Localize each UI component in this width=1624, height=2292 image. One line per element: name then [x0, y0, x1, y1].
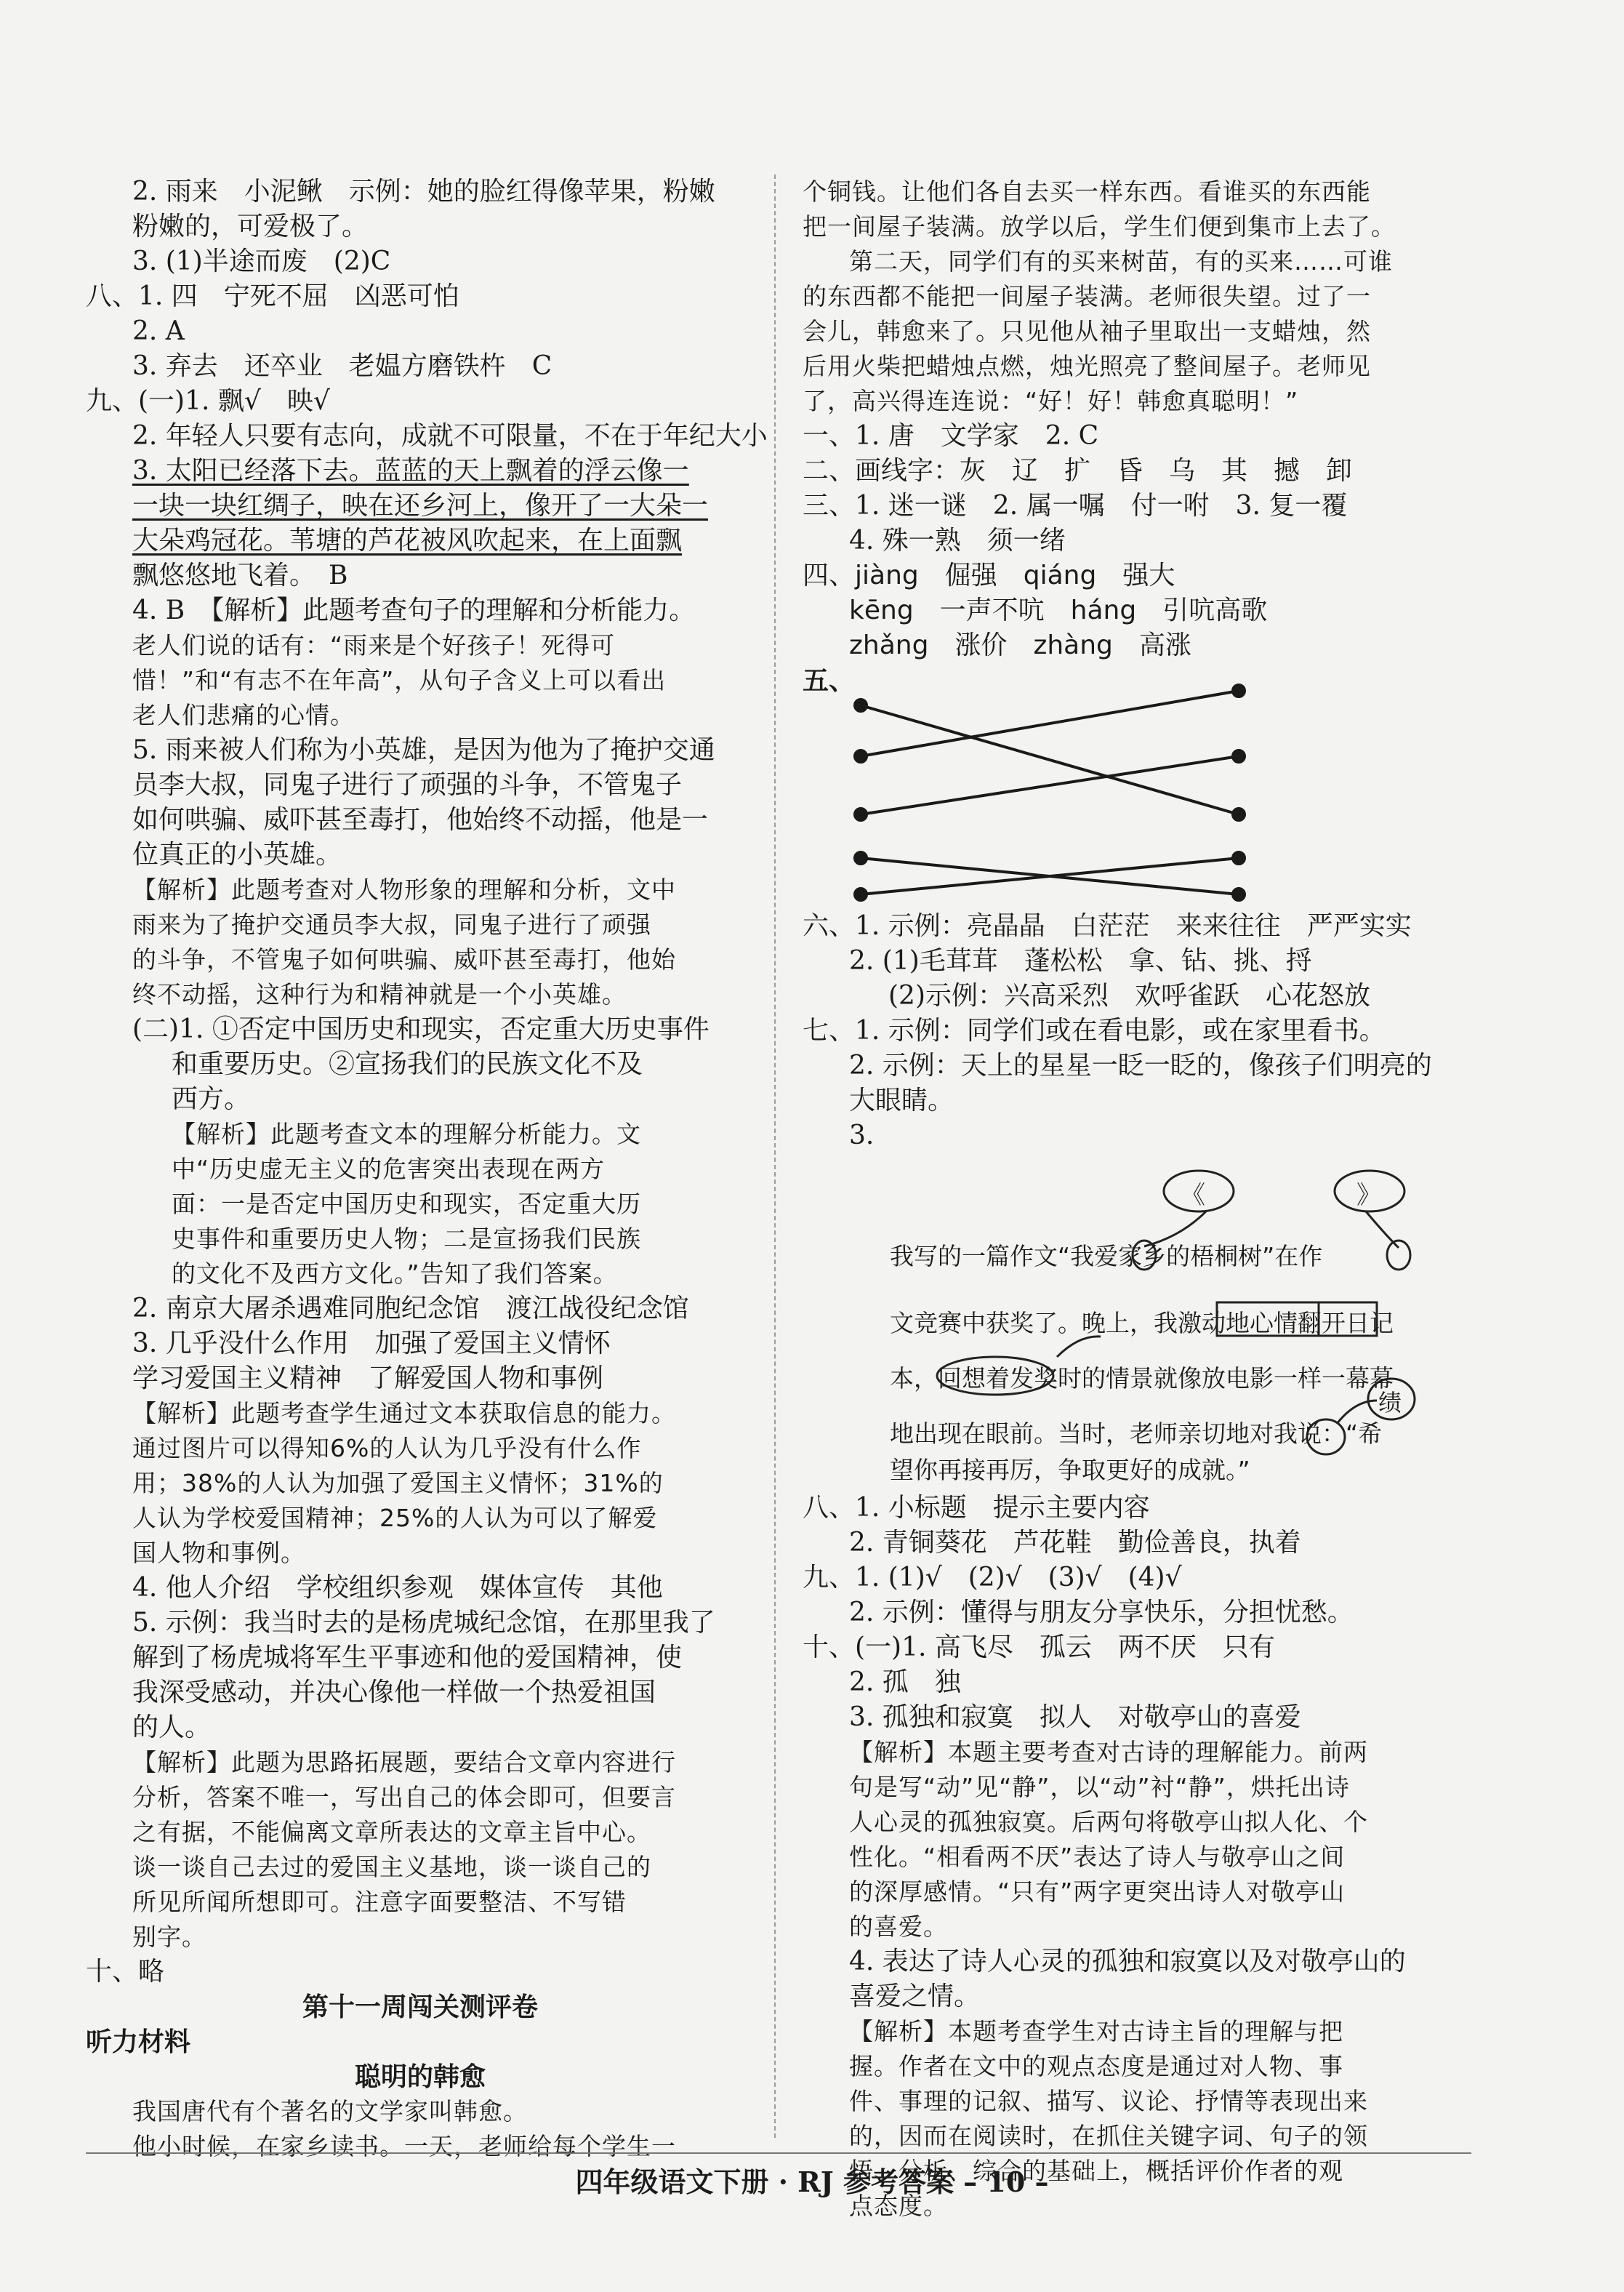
match-dot [855, 700, 867, 711]
match-dot [855, 852, 867, 864]
left-line: 别字。 [132, 1923, 206, 1951]
right-bottom-line: 性化。“相看两不厌”表达了诗人与敬亭山之间 [849, 1843, 1346, 1871]
left-line: 3. (1)半途而废 (2)C [132, 247, 391, 276]
proof-mark-close: 》 [1356, 1181, 1381, 1210]
left-line: 用；38%的人认为加强了爱国主义情怀；31%的 [132, 1469, 664, 1497]
left-line: 分析，答案不唯一，写出自己的体会即可，但要言 [132, 1783, 676, 1811]
left-line: 八、1. 四 宁死不屈 凶恶可怕 [86, 281, 459, 311]
left-line: 第十一周闯关测评卷 [302, 1992, 538, 2022]
right-bottom-line: 【解析】本题主要考查对古诗的理解能力。前两 [849, 1738, 1368, 1766]
right-bottom-line: 4. 表达了诗人心灵的孤独和寂寞以及对敬亭山的 [849, 1947, 1406, 1976]
left-line: 的人。 [132, 1712, 212, 1742]
match-dot [1233, 750, 1245, 762]
right-column [803, 175, 1471, 2224]
proof-correction-char: 绩 [1378, 1389, 1402, 1417]
left-column [86, 175, 768, 2164]
left-line: 5. 示例：我当时去的是杨虎城纪念馆，在那里我了 [132, 1608, 715, 1638]
right-bottom-line: 十、(一)1. 高飞尽 孤云 两不厌 只有 [803, 1632, 1275, 1662]
essay-line-3: 本，回想着发奖时的情景就像放电影一样一幕幕 [890, 1364, 1394, 1393]
right-mid-line: 2. 示例：天上的星星一眨一眨的，像孩子们明亮的 [849, 1051, 1432, 1081]
section-five-label: 五、 [803, 665, 856, 696]
right-bottom-line: 句是写“动”见“静”，以“动”衬“静”，烘托出诗 [849, 1773, 1350, 1801]
left-line: 西方。 [172, 1084, 251, 1114]
right-mid-block [803, 909, 1471, 1153]
right-top-line: 的东西都不能把一间屋子装满。老师很失望。过了一 [803, 282, 1371, 310]
right-bottom-line: 件、事理的记叙、描写、议论、抒情等表现出来 [849, 2087, 1368, 2115]
left-line: 通过图片可以得知6%的人认为几乎没有什么作 [132, 1434, 642, 1462]
right-bottom-line: 喜爱之情。 [849, 1982, 981, 2011]
essay-line-2: 文竞赛中获奖了。晚上，我激动地心情翻开日记 [890, 1309, 1394, 1337]
right-top-line: 二、画线字：灰 辽 扩 昏 乌 其 撼 卸 [803, 456, 1353, 486]
right-bottom-line: 的喜爱。 [849, 1912, 948, 1941]
left-line: 学习爱国主义精神 了解爱国人物和事例 [132, 1363, 604, 1393]
left-line: 听力材料 [86, 2027, 191, 2057]
right-mid-line: 大眼睛。 [849, 1086, 954, 1115]
left-line: 飘悠悠地飞着。 B [132, 561, 348, 590]
right-top-line: 第二天，同学们有的买来树苗，有的买来……可谁 [849, 247, 1393, 276]
essay-line-5: 望你再接再厉，争取更好的成就。” [890, 1456, 1250, 1484]
left-line: 我国唐代有个著名的文学家叫韩愈。 [132, 2097, 528, 2125]
left-line: 所见所闻所想即可。注意字面要整洁、不写错 [132, 1888, 627, 1916]
right-bottom-line: 的，因而在阅读时，在抓住关键字词、句子的领 [849, 2122, 1368, 2150]
left-line: 十、略 [86, 1957, 165, 1987]
left-line: 粉嫩的，可爱极了。 [132, 212, 369, 241]
right-top-line: 把一间屋子装满。放学以后，学生们便到集市上去了。 [803, 212, 1396, 241]
left-line: 老人们说的话有：“雨来是个好孩子！死得可 [132, 631, 616, 660]
left-line: 我深受感动，并决心像他一样做一个热爱祖国 [132, 1678, 656, 1707]
left-line: 3. 太阳已经落下去。蓝蓝的天上飘着的浮云像一 [132, 456, 689, 486]
left-line: 5. 雨来被人们称为小英雄，是因为他为了掩护交通 [132, 735, 715, 765]
left-line: 人认为学校爱国精神；25%的人认为可以了解爱 [132, 1504, 658, 1532]
left-line: 4. 他人介绍 学校组织参观 媒体宣传 其他 [132, 1573, 663, 1603]
right-top-line: 会儿，韩愈来了。只见他从袖子里取出一支蜡烛，然 [803, 317, 1371, 345]
left-line: 位真正的小英雄。 [132, 840, 342, 870]
left-line: 雨来为了掩护交通员李大叔，同鬼子进行了顽强 [132, 910, 651, 939]
right-top-line: kēng 一声不吭 háng 引吭高歌 [849, 596, 1268, 625]
left-line: 和重要历史。②宣扬我们的民族文化不及 [172, 1049, 643, 1079]
right-bottom-line: 2. 示例：懂得与朋友分享快乐，分担忧愁。 [849, 1598, 1354, 1627]
footer-rule [86, 2152, 1471, 2154]
left-line: 国人物和事例。 [132, 1539, 305, 1567]
left-line: 4. B 【解析】此题考查句子的理解和分析能力。 [132, 596, 696, 625]
left-line: 史事件和重要历史人物；二是宣扬我们民族 [172, 1225, 641, 1253]
left-line: 解到了杨虎城将军生平事迹和他的爱国精神，使 [132, 1643, 683, 1672]
right-mid-line: 2. (1)毛茸茸 蓬松松 拿、钻、挑、捋 [849, 946, 1312, 976]
right-top-line: 4. 殊一熟 须一绪 [849, 526, 1066, 556]
matching-lines-diagram [832, 669, 1340, 909]
left-line: 【解析】此题考查学生通过文本获取信息的能力。 [132, 1399, 676, 1427]
left-line: (二)1. ①否定中国历史和现实，否定重大历史事件 [132, 1014, 710, 1044]
left-line: 【解析】此题考查对人物形象的理解和分析，文中 [132, 875, 676, 904]
right-bottom-line: 人心灵的孤独寂寞。后两句将敬亭山拟人化、个 [849, 1808, 1368, 1836]
right-bottom-line: 2. 孤 独 [849, 1667, 961, 1697]
left-line: 中“历史虚无主义的危害突出表现在两方 [172, 1155, 606, 1183]
left-line: 面：一是否定中国历史和现实，否定重大历 [172, 1190, 641, 1218]
right-bottom-line: 点态度。 [849, 2192, 948, 2220]
left-line: 2. 南京大屠杀遇难同胞纪念馆 渡江战役纪念馆 [132, 1294, 689, 1323]
right-bottom-line: 2. 青铜葵花 芦花鞋 勤俭善良，执着 [849, 1528, 1301, 1558]
right-top-line: zhǎng 涨价 zhàng 高涨 [849, 630, 1191, 660]
right-top-line: 四、jiàng 倔强 qiáng 强大 [803, 561, 1175, 590]
column-divider [774, 175, 776, 2138]
right-mid-line: 3. [849, 1121, 875, 1150]
left-line: 他小时候，在家乡读书。一天，老师给每个学生一 [132, 2132, 676, 2160]
right-bottom-line: 的深厚感情。“只有”两字更突出诗人对敬亭山 [849, 1878, 1346, 1906]
right-top-line: 三、1. 迷一谜 2. 属一嘱 付一咐 3. 复一覆 [803, 491, 1348, 521]
right-top-line: 个铜钱。让他们各自去买一样东西。看谁买的东西能 [803, 177, 1371, 206]
left-line: 聪明的韩愈 [354, 2061, 486, 2092]
left-line: 大朵鸡冠花。苇塘的芦花被风吹起来，在上面飘 [132, 526, 683, 556]
right-top-line: 后用火柴把蜡烛点燃，烛光照亮了整间屋子。老师见 [803, 352, 1371, 380]
left-line: 老人们悲痛的心情。 [132, 701, 355, 729]
left-line: 终不动摇，这种行为和精神就是一个小英雄。 [132, 980, 627, 1009]
left-line: 3. 几乎没什么作用 加强了爱国主义情怀 [132, 1329, 611, 1358]
match-dot [855, 750, 867, 762]
match-dot [855, 889, 867, 900]
match-dot [1233, 852, 1245, 864]
left-line: 的文化不及西方文化。”告知了我们答案。 [172, 1259, 618, 1288]
page-footer: 四年级语文下册 · RJ 参考答案 – 10 – [575, 2165, 1049, 2198]
right-top-line: 一、1. 唐 文学家 2. C [803, 421, 1099, 451]
left-line: 惜！”和“有志不在年高”，从句子含义上可以看出 [132, 666, 667, 694]
right-mid-line: 七、1. 示例：同学们或在看电影，或在家里看书。 [803, 1016, 1386, 1046]
left-line: 一块一块红绸子，映在还乡河上，像开了一大朵一 [132, 491, 709, 521]
proof-mark-open: 《 [1181, 1181, 1205, 1210]
right-bottom-line: 握。作者在文中的观点态度是通过对人物、事 [849, 2052, 1343, 2080]
match-line [861, 691, 1239, 756]
right-mid-line: 六、1. 示例：亮晶晶 白茫茫 来来往往 严严实实 [803, 911, 1412, 941]
right-top-block [803, 175, 1471, 663]
match-dot [1233, 809, 1245, 820]
right-top-line: 了，高兴得连连说：“好！好！韩愈真聪明！” [803, 387, 1299, 415]
left-line: 2. 雨来 小泥鳅 示例：她的脸红得像苹果，粉嫩 [132, 177, 715, 207]
left-line: 3. 弃去 还卒业 老媪方磨铁杵 C [132, 351, 552, 381]
right-bottom-line: 【解析】本题考查学生对古诗主旨的理解与把 [849, 2017, 1343, 2045]
left-line: 2. 年轻人只要有志向，成就不可限量，不在于年纪大小 [132, 421, 768, 451]
left-line: 之有据，不能偏离文章所表达的文章主旨中心。 [132, 1818, 651, 1846]
match-line [861, 756, 1239, 814]
left-line: 2. A [132, 316, 185, 346]
match-dot [1233, 889, 1245, 900]
right-bottom-line: 3. 孤独和寂寞 拟人 对敬亭山的喜爱 [849, 1702, 1301, 1732]
left-line: 【解析】此题为思路拓展题，要结合文章内容进行 [132, 1748, 676, 1776]
left-line: 九、(一)1. 飘√ 映√ [86, 386, 330, 416]
right-mid-line: (2)示例：兴高采烈 欢呼雀跃 心花怒放 [888, 981, 1370, 1011]
left-line: 的斗争，不管鬼子如何哄骗、威吓甚至毒打，他始 [132, 945, 676, 974]
match-line [861, 705, 1239, 814]
essay-line-4: 地出现在眼前。当时，老师亲切地对我说：“希 [890, 1419, 1383, 1448]
proofreading-essay [803, 1153, 1457, 1484]
right-bottom-line: 九、1. (1)√ (2)√ (3)√ (4)√ [803, 1563, 1182, 1592]
match-dot [855, 809, 867, 820]
left-line: 【解析】此题考查文本的理解分析能力。文 [172, 1120, 641, 1148]
essay-line-1: 我写的一篇作文“我爱家乡的梧桐树”在作 [890, 1242, 1323, 1270]
right-bottom-line: 八、1. 小标题 提示主要内容 [803, 1493, 1150, 1523]
left-line: 谈一谈自己去过的爱国主义基地，谈一谈自己的 [132, 1853, 651, 1881]
right-bottom-block [803, 1491, 1471, 2224]
right-bottom-line: 悟、分析、综合的基础上，概括评价作者的观 [849, 2157, 1343, 2185]
left-line: 员李大叔，同鬼子进行了顽强的斗争，不管鬼子 [132, 770, 683, 800]
left-line: 如何哄骗、威吓甚至毒打，他始终不动摇，他是一 [132, 805, 709, 835]
